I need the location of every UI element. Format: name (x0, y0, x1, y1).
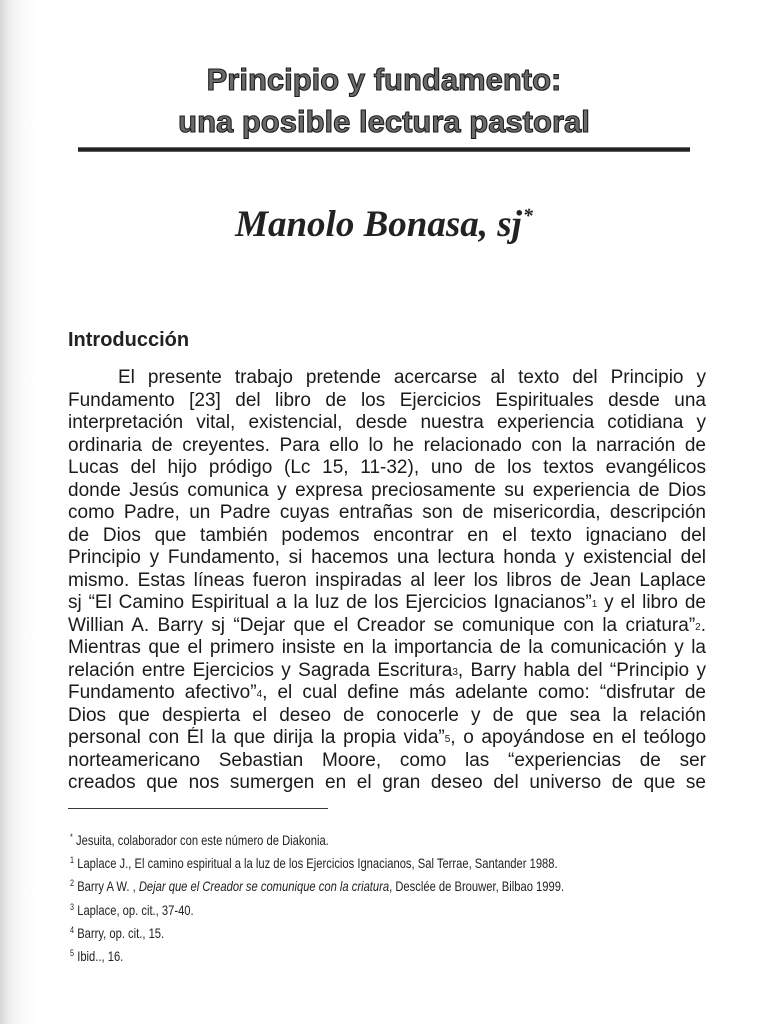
title-line-2: una posible lectura pastoral (178, 104, 590, 139)
footnote-text: Ibid.., 16. (77, 947, 124, 964)
footnotes (70, 826, 750, 965)
title-divider (78, 147, 690, 152)
body-line-text: personal con Él la que dirija la propia vida” (68, 727, 445, 748)
footnote-book-title: Dejar que el Creador se comunique con la criatura (138, 878, 390, 895)
body-line: Dios que despierta el deseo de conocerle y de que sea la relación (68, 704, 706, 726)
body-line: de Dios que también podemos encontrar en el texto ignaciano del (68, 524, 706, 546)
footnote-ref: 5 (444, 734, 451, 745)
footnote-mark: 4 (70, 924, 75, 935)
body-line: El presente trabajo pretende acercarse al texto del Principio y (118, 367, 706, 388)
body-line-text: Willian A. Barry sj “Dejar que el Creador se comunique con la criatura” (68, 614, 696, 636)
body-line: interpretación vital, existencial, desde nuestra experiencia cotidiana y (68, 412, 706, 433)
footnote-text: Laplace J., El camino espiritual a la luz de los Ejercicios Ignacianos, Sal Terrae, Santander 1988. (77, 855, 558, 872)
body-line: norteamericano Sebastian Moore, como las “experiencias de ser (68, 749, 706, 771)
footnote-text: Laplace, op. cit., 37-40. (77, 901, 194, 918)
footnote-ref: 3 (452, 666, 458, 678)
footnote-text: Barry A W. , (77, 878, 139, 895)
body-line-text: , el cual define más adelante como: “disfrutar de (262, 682, 706, 703)
body-line: como Padre, un Padre cuyas entrañas son de misericordia, descripción (68, 502, 706, 523)
body-line-text: Fundamento afectivo” (68, 682, 257, 703)
footnote (70, 826, 750, 849)
section-heading: Introducción (68, 329, 190, 351)
body-line (68, 682, 706, 705)
article-title (0, 59, 768, 143)
body-line-text: , o apoyándose en el teólogo (450, 727, 706, 748)
footnote-text: , Desclée de Brouwer, Bilbao 1999. (389, 878, 565, 895)
body-line-text: y el libro de (597, 592, 706, 613)
body-line (68, 727, 706, 750)
footnote (70, 896, 750, 919)
footnote-mark: 2 (70, 878, 75, 889)
author-name: Manolo Bonasa, sj (235, 204, 522, 245)
body-line (68, 615, 706, 638)
body-line: donde Jesús comunica y expresa preciosamente su experiencia de Dios (68, 479, 706, 501)
footnote-content (70, 942, 123, 968)
footnote-ref: 1 (591, 599, 598, 610)
footnote-ref: 2 (695, 621, 701, 633)
footnote (70, 919, 750, 942)
footnote-ref: 4 (256, 689, 263, 700)
body-paragraph (68, 367, 706, 795)
body-line (68, 592, 706, 615)
body-line-text: . (700, 614, 706, 636)
footnote (70, 942, 750, 965)
footnote (70, 849, 750, 872)
body-line: mismo. Estas líneas fueron inspiradas al leer los libros de Jean Laplace (68, 569, 706, 591)
author-byline (0, 194, 768, 247)
footnote-mark: 1 (70, 855, 75, 866)
body-line: creados que nos sumergen en el gran deseo del universo de que se (68, 772, 706, 793)
body-line: Mientras que el primero insiste en la importancia de la comunicación y la (68, 637, 706, 658)
footnote-divider (68, 808, 328, 809)
footnote (70, 872, 750, 895)
footnote-mark: 5 (70, 947, 75, 958)
body-line: ordinaria de creyentes. Para ello lo he relacionado con la narración de (68, 434, 706, 456)
footnote-text: Barry, op. cit., 15. (77, 924, 165, 941)
title-line-1: Principio y fundamento: (206, 62, 562, 97)
body-line-text: sj “El Camino Espiritual a la luz de los Ejercicios Ignacianos” (68, 592, 592, 613)
body-line: Principio y Fundamento, si hacemos una lectura honda y existencial del (68, 547, 706, 568)
body-line: Lucas del hijo pródigo (Lc 15, 11-32), uno de los textos evangélicos (68, 457, 706, 478)
body-line: Fundamento [23] del libro de los Ejercicios Espirituales desde una (68, 389, 706, 411)
footnote-text: Jesuita, colaborador con este número de Diakonia. (76, 832, 329, 848)
author-footnote-mark: * (522, 205, 533, 227)
footnote-mark: * (70, 832, 73, 842)
footnote-mark: 3 (70, 901, 75, 912)
body-line-text: relación entre Ejercicios y Sagrada Escritura (68, 659, 453, 681)
body-line (68, 660, 706, 683)
body-line-text: , Barry habla del “Principio y (457, 659, 706, 681)
